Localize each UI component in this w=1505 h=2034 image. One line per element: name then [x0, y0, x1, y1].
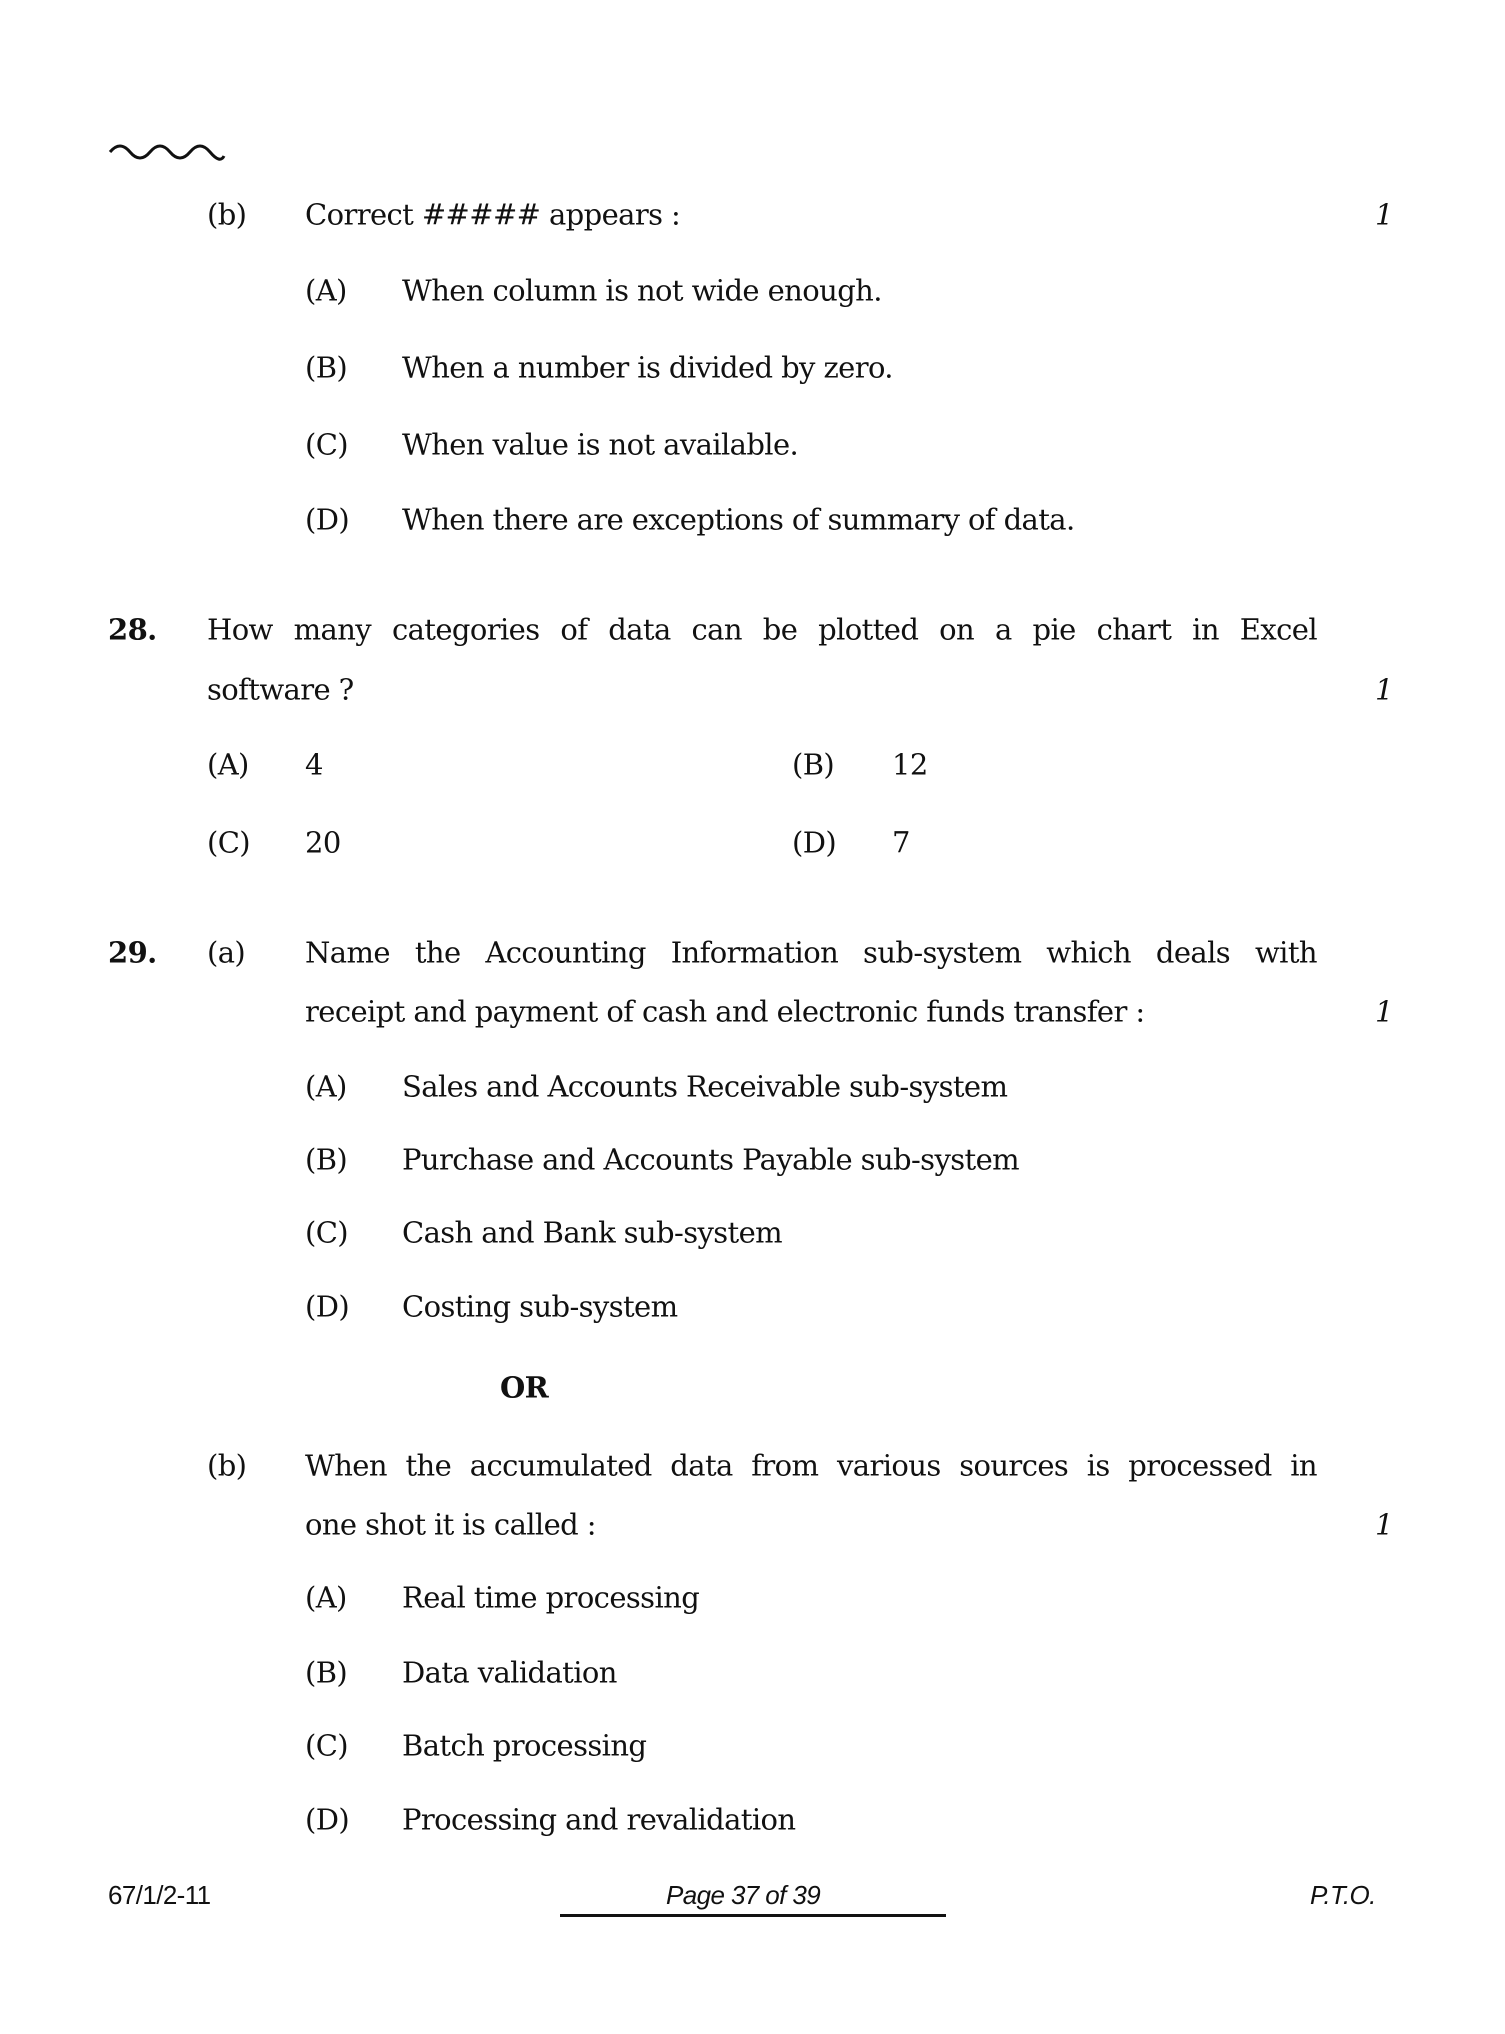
option-letter: (B)	[305, 1655, 348, 1690]
question-number: 28.	[108, 612, 157, 647]
marks: 1	[1375, 994, 1393, 1029]
option-text: 7	[892, 825, 910, 860]
page-number-underline	[560, 1914, 946, 1917]
question-text-line1: How many categories of data can be plotted on a pie chart in Excel	[207, 612, 1317, 647]
option-letter: (D)	[305, 502, 350, 537]
option-text: Processing and revalidation	[402, 1802, 796, 1837]
option-text: Costing sub-system	[402, 1289, 678, 1324]
option-letter: (D)	[305, 1802, 350, 1837]
option-text: Real time processing	[402, 1580, 700, 1615]
option-letter: (B)	[792, 747, 835, 782]
sub-label: (b)	[207, 197, 247, 232]
option-letter: (A)	[305, 273, 347, 308]
option-letter: (D)	[792, 825, 837, 860]
option-letter: (C)	[305, 1215, 349, 1250]
or-separator: OR	[500, 1370, 549, 1405]
question-text: Correct ##### appears :	[305, 197, 681, 232]
option-letter: (C)	[305, 427, 349, 462]
option-text: 20	[305, 825, 341, 860]
option-letter: (C)	[207, 825, 251, 860]
marks: 1	[1375, 672, 1393, 707]
option-text: Batch processing	[402, 1728, 647, 1763]
option-text: Cash and Bank sub-system	[402, 1215, 783, 1250]
question-text-line1: When the accumulated data from various sources is processed in	[305, 1448, 1317, 1483]
option-text: When a number is divided by zero.	[402, 350, 893, 385]
question-text-line2: one shot it is called :	[305, 1507, 596, 1542]
marks: 1	[1375, 197, 1393, 232]
question-text-line1: Name the Accounting Information sub-system which deals with	[305, 935, 1317, 970]
option-letter: (A)	[305, 1580, 347, 1615]
option-letter: (D)	[305, 1289, 350, 1324]
option-text: When column is not wide enough.	[402, 273, 882, 308]
option-text: Sales and Accounts Receivable sub-system	[402, 1069, 1008, 1104]
paper-code: 67/1/2-11	[108, 1880, 211, 1910]
pto-label: P.T.O.	[1310, 1880, 1376, 1910]
question-text-line2: software ?	[207, 672, 354, 707]
option-text: Purchase and Accounts Payable sub-system	[402, 1142, 1020, 1177]
sub-label: (b)	[207, 1448, 247, 1483]
option-text: Data validation	[402, 1655, 617, 1690]
option-letter: (B)	[305, 1142, 348, 1177]
option-text: 12	[892, 747, 928, 782]
question-text-line2: receipt and payment of cash and electronic funds transfer :	[305, 994, 1145, 1029]
option-letter: (A)	[305, 1069, 347, 1104]
marks: 1	[1375, 1507, 1393, 1542]
page-number: Page 37 of 39	[666, 1880, 821, 1910]
option-letter: (C)	[305, 1728, 349, 1763]
sub-label: (a)	[207, 935, 246, 970]
option-letter: (B)	[305, 350, 348, 385]
option-text: When there are exceptions of summary of data.	[402, 502, 1075, 537]
option-text: When value is not available.	[402, 427, 799, 462]
option-text: 4	[305, 747, 323, 782]
wave-mark-icon	[108, 140, 228, 164]
option-letter: (A)	[207, 747, 249, 782]
question-number: 29.	[108, 935, 157, 970]
